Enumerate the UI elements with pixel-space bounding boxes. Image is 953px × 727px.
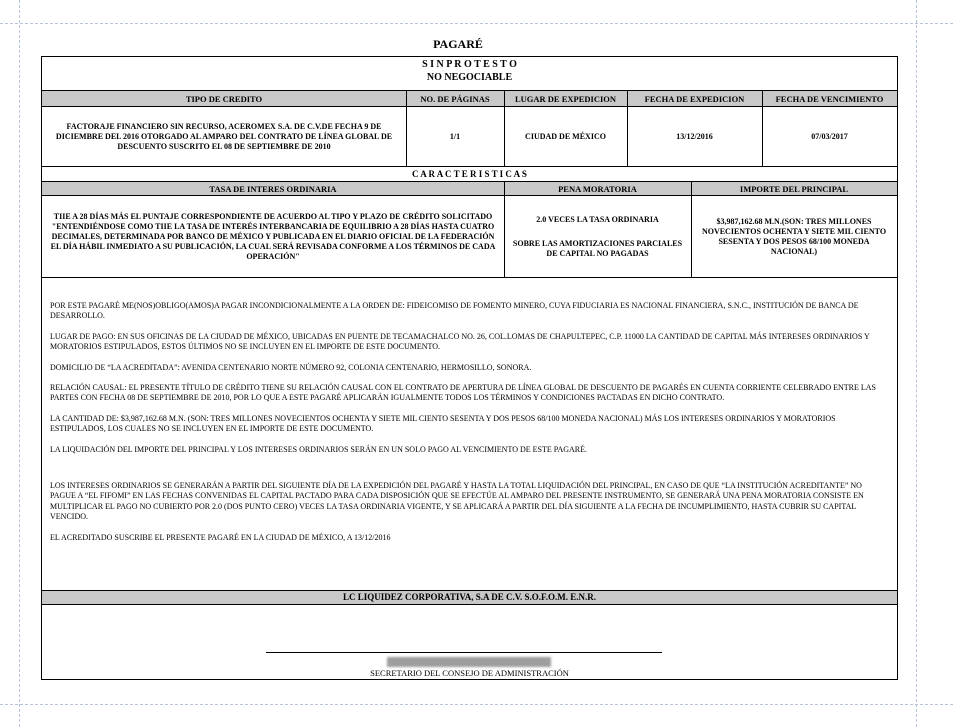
penalty-value [504, 196, 691, 277]
pages-value: 1/1 [449, 131, 461, 141]
clause-obligation: POR ESTE PAGARÉ ME(NOS)OBLIGO(AMOS)A PAGAR INCONDICIONALMENTE A LA ORDEN DE: FIDEICOMISO DE FOMENTO MINERO, CUYA FIDUCIARIA ES NACIONAL FINANCIERA, S.N.C., INSTITUCIÓN DE BANCA DE DESARROLLO. [50, 301, 859, 321]
header-line-1: S I N P R O T E S T O [422, 59, 517, 70]
principal-header: IMPORTE DEL PRINCIPAL [739, 183, 849, 194]
clause-signature-place: EL ACREDITADO SUSCRIBE EL PRESENTE PAGARÉ EN LA CIUDAD DE MÉXICO, A 13/12/2016 [50, 532, 391, 542]
header-line-2: NO NEGOCIABLE [426, 72, 513, 83]
credit-type-value: FACTORAJE FINANCIERO SIN RECURSO, ACEROMEX S.A. DE C.V.DE FECHA 9 DE DICIEMBRE DEL 2016 OTORGADO AL AMPARO DEL CONTRATO DE LÍNEA GLOBAL DE DESCUENTO SUSCRITO EL 08 DE SEPTIEMBRE DE 2010 [55, 121, 393, 151]
due-date-header: FECHA DE VENCIMIENTO [775, 93, 884, 104]
clause-address: DOMICILIO DE “LA ACREDITADA”: AVENIDA CENTENARIO NORTE NÚMERO 92, COLONIA CENTENARIO, HERMOSILLO, SONORA. [50, 362, 532, 372]
document-title: PAGARÉ [433, 37, 483, 51]
rule [42, 604, 897, 605]
redacted-signatory-name [387, 657, 551, 667]
pages-header: NO. DE PÁGINAS [420, 93, 490, 104]
clause-payment-place: LUGAR DE PAGO: EN SUS OFICINAS DE LA CIUDAD DE MÉXICO, UBICADAS EN PUENTE DE TECAMACHALCO NO. 26, COL.LOMAS DE CHAPULTEPEC, C.P. 11000 LA CANTIDAD DE CAPITAL MÁS INTERESES ORDINARIOS Y MORATORIOS ESTIPULADOS, ESTOS ÚLTIMOS NO SE INCLUYEN EN EL IMPORTE DE ESTE DOCUMENTO. [50, 331, 870, 352]
clause-amount: LA CANTIDAD DE: $3,987,162.68 M.N. (SON: TRES MILLONES NOVECIENTOS OCHENTA Y SIETE MIL CIENTO SESENTA Y DOS PESOS 68/100 MONEDA NACIONAL) MÁS LOS INTERESES ORDINARIOS Y MORATORIOS ESTIPULADOS, LOS CUALES NO SE INCLUYEN EN EL IMPORTE DE ESTE DOCUMENTO. [50, 413, 836, 434]
characteristics-label: C A R A C T E R I S T I C A S [412, 169, 527, 179]
clause-interest: LOS INTERESES ORDINARIOS SE GENERARÁN A PARTIR DEL SIGUIENTE DÍA DE LA EXPEDICIÓN DEL PAGARÉ Y HASTA LA TOTAL LIQUIDACIÓN DEL PRINCIPAL, EN CASO DE QUE “LA INSTITUCIÓN ACREDITANTE” NO PAGUE A “EL FIFOMI” EN LAS FECHAS CONVENIDAS EL CAPITAL PACTADO PARA CADA DISPOSICIÓN QUE SE EFECTÚE AL AMPARO DEL PRESENTE INSTRUMENTO, SE GENERARÁ UNA PENA MORATORIA CONSISTE EN MULTIPLICAR EL PAGO NO CUBIERTO POR 2.0 (DOS PUNTO CERO) VECES LA TASA ORDINARIA VIGENTE, Y SE APLICARÁ A PARTIR DEL DÍA SIGUIENTE A LA FECHA DE INCUMPLIMIENTO, HASTA CUBRIR SU CAPITAL VENCIDO. [50, 481, 864, 522]
credit-type-header: TIPO DE CREDITO [185, 93, 263, 104]
clause-causal-relation: RELACIÓN CAUSAL: EL PRESENTE TÍTULO DE CRÉDITO TIENE SU RELACIÓN CAUSAL CON EL CONTRATO DE APERTURA DE LÍNEA GLOBAL DE DESCUENTO DE PAGARÉS EN CUENTA CORRIENTE CELEBRADO ENTRE LAS PARTES CON FECHA 08 DE SEPTIEMBRE DE 2010, POR LO QUE A ESTE PAGARÉ APLICARÁN IGUALMENTE TODOS LOS TÉRMINOS Y CONDICIONES PACTADAS EN DICHO CONTRATO. [50, 383, 876, 403]
principal-value: $3,987,162.68 M.N.(SON: TRES MILLONES NOVECIENTOS OCHENTA Y SIETE MIL CIENTO SESENTA Y DOS PESOS 68/100 MONEDA NACIONAL) [701, 216, 887, 256]
issue-date-value: 13/12/2016 [676, 131, 713, 141]
place-header: LUGAR DE EXPEDICION [514, 93, 617, 104]
clauses [50, 301, 889, 553]
penalty-line-1: 2.0 VECES LA TASA ORDINARIA [536, 214, 659, 224]
promissory-note [41, 56, 898, 680]
penalty-header: PENA MORATORIA [558, 183, 637, 194]
page-guide-bottom [0, 704, 953, 705]
place-value: CIUDAD DE MÉXICO [525, 131, 606, 141]
due-date-value: 07/03/2017 [811, 131, 848, 141]
page-guide-right [916, 0, 917, 727]
signatory-title: SECRETARIO DEL CONSEJO DE ADMINISTRACIÓN [370, 668, 569, 678]
signature-line [266, 652, 662, 653]
rate-value: TIIE A 28 DÍAS MÁS EL PUNTAJE CORRESPONDIENTE DE ACUERDO AL TIPO Y PLAZO DE CRÉDITO SOLICITADO "ENTENDIÉNDOSE COMO TIIE LA TASA DE INTERÉS INTERBANCARIA DE EQUILIBRIO A 28 DÍAS HASTA CUATRO DECIMALES, DETERMINADA POR BANCO DE MÉXICO Y PUBLICADA EN EL DIARIO OFICIAL DE LA FEDERACIÓN EL DÍA HÁBIL INMEDIATO A SU PUBLICACIÓN, LA CUAL SERÁ REVISADA CONFORME A LOS TÉRMINOS DE CADA OPERACIÓN" [50, 211, 496, 261]
clause-liquidation: LA LIQUIDACIÓN DEL IMPORTE DEL PRINCIPAL Y LOS INTERESES ORDINARIOS SERÁN EN UN SOLO PAGO AL VENCIMIENTO DE ESTE PAGARÉ. [50, 444, 588, 454]
penalty-line-2: SOBRE LAS AMORTIZACIONES PARCIALES DE CAPITAL NO PAGADAS [512, 238, 683, 258]
rule [42, 277, 897, 278]
issue-date-header: FECHA DE EXPEDICION [644, 93, 745, 104]
rate-header: TASA DE INTERES ORDINARIA [209, 183, 337, 194]
company-name: LC LIQUIDEZ CORPORATIVA, S.A DE C.V. S.O.F.O.M. E.N.R. [42, 591, 897, 604]
page-guide-top [0, 23, 953, 24]
page-guide-left [19, 0, 20, 727]
rule [42, 166, 897, 167]
